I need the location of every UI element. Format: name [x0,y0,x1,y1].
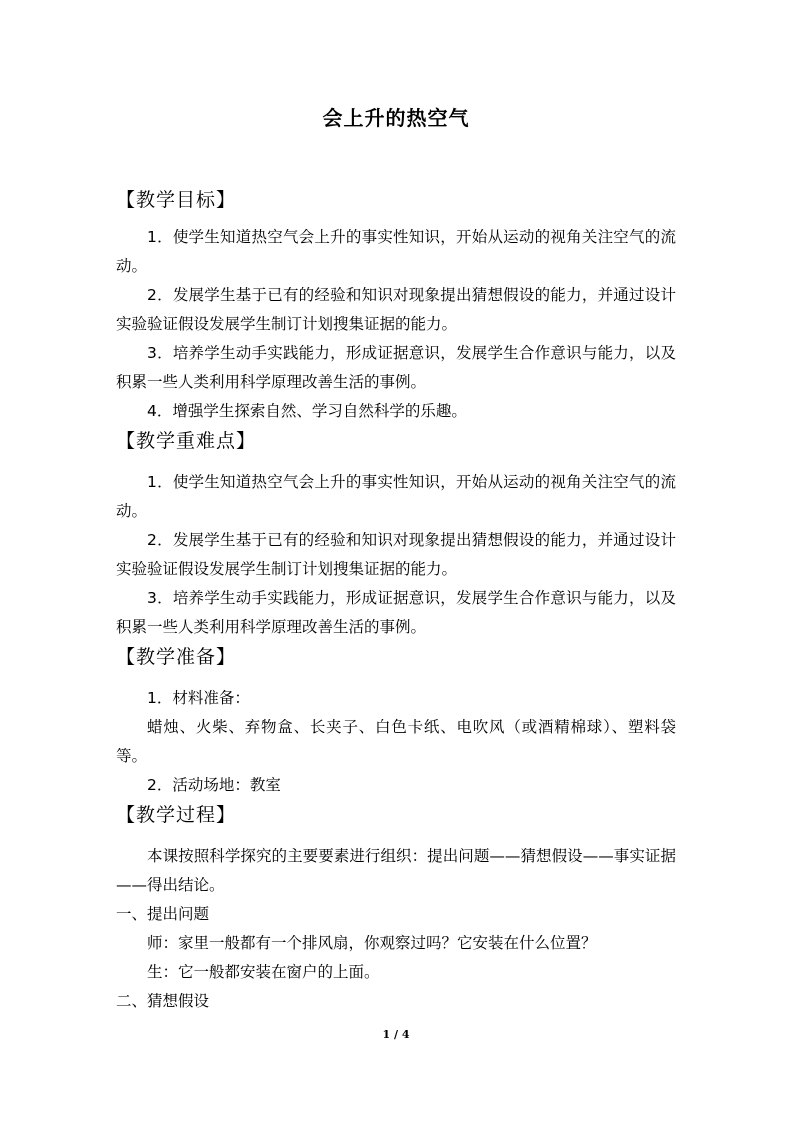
goal-item-4: 4．增强学生探索自然、学习自然科学的乐趣。 [147,402,467,420]
section-heading-process: 【教学过程】 [116,804,237,826]
section-heading-preparation: 【教学准备】 [116,646,237,668]
materials-list: 蜡烛、火柴、弃物盒、长夹子、白色卡纸、电吹风（或酒精棉球）、塑料袋等。 [116,718,676,765]
goal-item-1: 1．使学生知道热空气会上升的事实性知识，开始从运动的视角关注空气的流动。 [116,228,676,275]
key-point-item-3: 3．培养学生动手实践能力，形成证据意识，发展学生合作意识与能力，以及积累一些人类利用科学原理改善生活的事例。 [116,589,676,636]
document-body [116,185,676,1016]
page-number: 1 / 4 [382,1028,410,1041]
materials-label: 1．材料准备： [147,689,250,707]
section-heading-key-points: 【教学重难点】 [116,430,257,452]
goal-item-3: 3．培养学生动手实践能力，形成证据意识，发展学生合作意识与能力，以及积累一些人类利用科学原理改善生活的事例。 [116,344,676,391]
key-point-item-2: 2．发展学生基于已有的经验和知识对现象提出猜想假设的能力，并通过设计实验验证假设发展学生制订计划搜集证据的能力。 [116,531,676,578]
document-page [116,0,676,1123]
venue-line: 2．活动场地：教室 [147,776,281,794]
teacher-line: 师：家里一般都有一个排风扇，你观察过吗？它安装在什么位置？ [147,934,597,952]
process-intro: 本课按照科学探究的主要要素进行组织：提出问题——猜想假设——事实证据——得出结论。 [116,847,676,894]
part2-title: 二、猜想假设 [116,992,210,1010]
part1-title: 一、提出问题 [116,905,210,923]
goal-item-2: 2．发展学生基于已有的经验和知识对现象提出猜想假设的能力，并通过设计实验验证假设发展学生制订计划搜集证据的能力。 [116,286,676,333]
student-line: 生：它一般都安装在窗户的上面。 [147,963,380,981]
section-heading-goals: 【教学目标】 [116,189,237,211]
document-title: 会上升的热空气 [322,106,470,130]
key-point-item-1: 1．使学生知道热空气会上升的事实性知识，开始从运动的视角关注空气的流动。 [116,473,676,520]
